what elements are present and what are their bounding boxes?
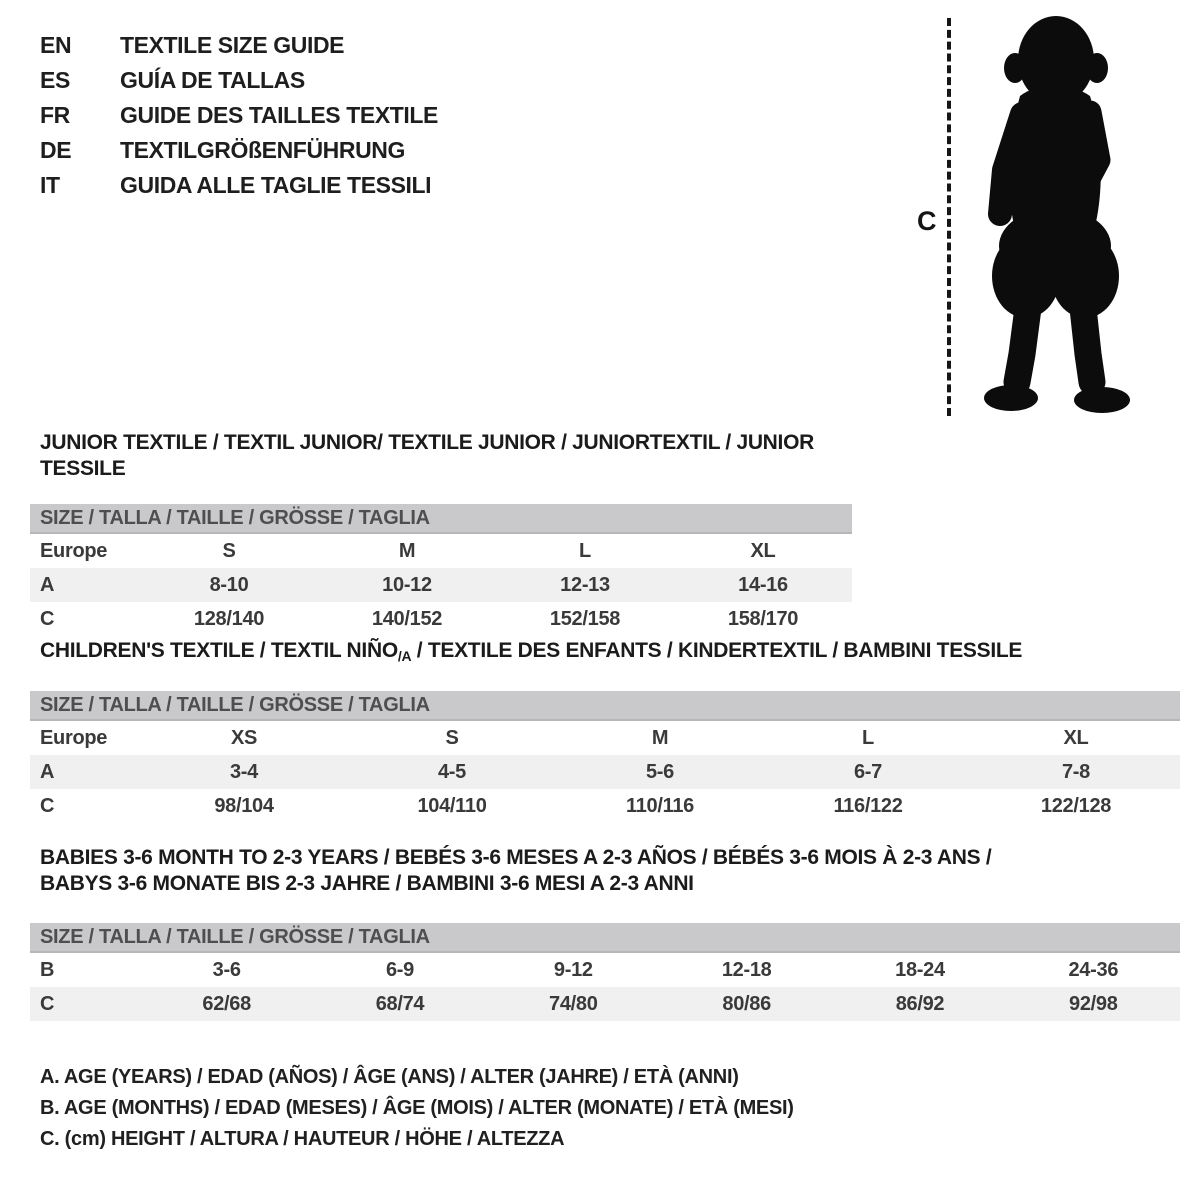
table-row-height [30,789,1180,823]
junior-textile-section [30,430,852,636]
language-code: EN [40,32,72,58]
table-cell: L [579,539,591,562]
language-list [40,28,438,203]
table-cell: 8-10 [209,573,249,596]
language-row-it [40,168,438,203]
row-label: B [40,958,55,981]
table-cell: 9-12 [553,958,593,981]
toddler-silhouette-icon [969,10,1147,420]
legend-line-b: B. AGE (MONTHS) / EDAD (MESES) / ÂGE (MOIS) / ALTER (MONATE) / ETÀ (MESI) [40,1097,794,1119]
children-textile-section [30,638,1180,823]
table-cell: 12-18 [721,958,772,981]
table-cell: 6-7 [853,760,882,783]
language-title: GUIDA ALLE TAGLIE TESSILI [120,172,432,198]
table-cell: 7-8 [1061,760,1090,783]
table-cell: 92/98 [1069,992,1118,1015]
section-title-line2: BABYS 3-6 MONATE BIS 2-3 JAHRE / BAMBINI 3-6 MESI A 2-3 ANNI [40,872,694,895]
table-row-age-months [30,953,1180,987]
table-cell: 3-6 [212,958,241,981]
table-cell: M [651,726,669,749]
height-dashed-line [947,18,951,416]
table-cell: L [862,726,874,749]
table-cell: 104/110 [417,794,487,817]
table-cell: 14-16 [738,573,788,596]
language-row-es [40,63,438,98]
size-header-bar: SIZE / TALLA / TAILLE / GRÖSSE / TAGLIA [30,691,1180,721]
table-cell: XL [750,539,776,562]
table-row-europe [30,534,852,568]
section-title [30,638,1180,669]
table-cell: 98/104 [214,794,274,817]
table-cell: 5-6 [645,760,674,783]
babies-textile-section [30,845,1180,1021]
measurement-legend [40,1066,794,1159]
table-cell: 86/92 [895,992,945,1015]
table-cell: M [398,539,416,562]
size-header-bar: SIZE / TALLA / TAILLE / GRÖSSE / TAGLIA [30,923,1180,953]
language-code: FR [40,102,70,128]
height-measure-figure [903,8,1165,428]
table-cell: 6-9 [385,958,414,981]
table-cell: 80/86 [722,992,771,1015]
table-cell: 152/158 [549,607,621,630]
section-title-text: CHILDREN'S TEXTILE / TEXTIL NIÑO [40,639,398,662]
table-cell: 12-13 [560,573,610,596]
section-title-subscript: /A [397,648,412,664]
table-cell: 158/170 [727,607,799,630]
table-cell: 24-36 [1068,958,1119,981]
language-code: ES [40,67,70,93]
table-cell: S [222,539,236,562]
row-label: C [40,607,55,630]
table-cell: 10-12 [382,573,432,596]
section-title: JUNIOR TEXTILE / TEXTIL JUNIOR/ TEXTILE JUNIOR / JUNIORTEXTIL / JUNIOR TESSILE [40,431,814,480]
language-title: TEXTILGRÖßENFÜHRUNG [120,137,405,163]
table-cell: 128/140 [193,607,265,630]
row-label: A [40,573,55,596]
row-label: A [40,760,55,783]
table-cell: XL [1063,726,1089,749]
language-code: DE [40,137,72,163]
language-title: TEXTILE SIZE GUIDE [120,32,345,58]
row-label: C [40,794,55,817]
language-row-en [40,28,438,63]
section-title [30,845,1180,897]
section-title-text: / TEXTILE DES ENFANTS / KINDERTEXTIL / BAMBINI TESSILE [411,639,1023,662]
table-cell: XS [230,726,258,749]
legend-line-c: C. (cm) HEIGHT / ALTURA / HAUTEUR / HÖHE / ALTEZZA [40,1128,565,1150]
height-measure-label: C [917,206,937,236]
section-title-line1: BABIES 3-6 MONTH TO 2-3 YEARS / BEBÉS 3-6 MESES A 2-3 AÑOS / BÉBÉS 3-6 MOIS À 2-3 ANS / [40,846,992,869]
language-row-de [40,133,438,168]
table-row-europe [30,721,1180,755]
table-row-height [30,602,852,636]
table-cell: 116/122 [833,794,903,817]
table-cell: S [445,726,459,749]
legend-line-a: A. AGE (YEARS) / EDAD (AÑOS) / ÂGE (ANS) / ALTER (JAHRE) / ETÀ (ANNI) [40,1066,739,1088]
size-header-bar: SIZE / TALLA / TAILLE / GRÖSSE / TAGLIA [30,504,852,534]
language-row-fr [40,98,438,133]
table-cell: 68/74 [375,992,425,1015]
row-label: C [40,992,55,1015]
table-cell: 140/152 [371,607,443,630]
row-label: Europe [40,726,108,749]
table-cell: 74/80 [549,992,598,1015]
table-cell: 18-24 [895,958,945,981]
language-title: GUIDE DES TAILLES TEXTILE [120,102,438,128]
table-cell: 4-5 [437,760,466,783]
language-code: IT [40,172,60,198]
row-label: Europe [40,539,108,562]
language-title: GUÍA DE TALLAS [120,67,305,93]
table-row-age [30,568,852,602]
table-cell: 62/68 [202,992,251,1015]
table-row-age [30,755,1180,789]
table-cell: 122/128 [1040,794,1112,817]
table-row-height [30,987,1180,1021]
table-cell: 110/116 [626,794,694,817]
table-cell: 3-4 [229,760,258,783]
